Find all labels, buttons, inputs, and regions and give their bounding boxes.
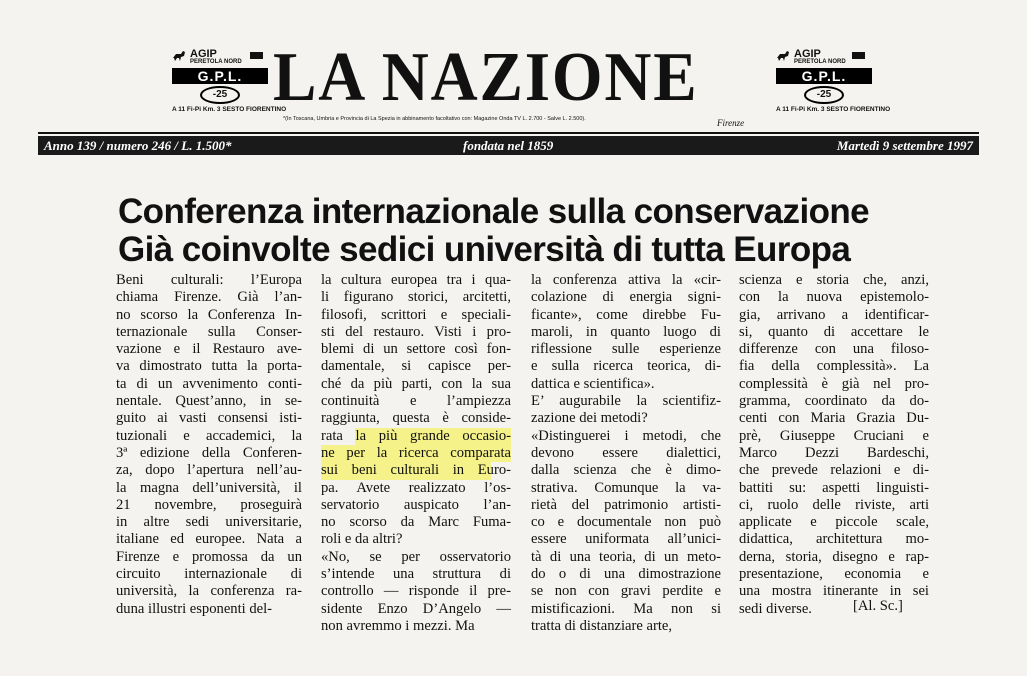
discount-badge: -25 <box>200 86 240 104</box>
ad-address: A 11 Fi-Pi Km. 3 SESTO FIORENTINO <box>776 106 891 113</box>
ad-location: PERETOLA NORD <box>794 59 846 65</box>
article-line: derna, storia, disegno e rap- <box>739 548 929 565</box>
article-line: ta di un avvenimento conti- <box>116 375 302 392</box>
article-line: roli e da altri? <box>321 531 403 548</box>
article-line: vazione e il Restauro ave- <box>116 341 302 358</box>
article-line: gramma, coordinato da do- <box>739 393 929 410</box>
article-line: s’intende una struttura di <box>321 566 511 583</box>
article-line: la conferenza attiva la «cir- <box>531 272 721 288</box>
article-line: rata la più grande occasio- <box>321 427 511 444</box>
gpl-label: G.P.L. <box>776 68 872 84</box>
article-line: dalla scienza che è dimo- <box>531 462 721 479</box>
article-line: 21 novembre, proseguirà <box>116 496 302 513</box>
article-line: tà di una teoria, di un meto- <box>531 548 721 565</box>
article-line: Marco Dezzi Bardeschi, <box>739 444 929 461</box>
article-line: università, la conferenza ra- <box>116 583 302 600</box>
article-line: ternazionale sulla Conser- <box>116 323 302 340</box>
article-line: italiane ed europee. Nata a <box>116 531 302 548</box>
article-line: una mostra itinerante in sei <box>739 583 929 600</box>
article-line: se non con gravi perdite e <box>531 583 721 600</box>
headline-line-1: Conferenza internazionale sulla conservazione <box>118 192 869 231</box>
masthead-smallprint: *(In Toscana, Umbria e Provincia di La Spezia in abbinamento facoltativo con: Magazine Onda TV L. 2.700 - Salve L. 2.500). <box>283 116 586 122</box>
article-line: za, dopo l’apertura nell’au- <box>116 462 302 479</box>
ad-address: A 11 Fi-Pi Km. 3 SESTO FIORENTINO <box>172 106 287 113</box>
article-line: che prevede relazioni e di- <box>739 462 929 479</box>
article-line: raggiunta, questa è conside- <box>321 410 511 427</box>
article-line: sedi diverse. <box>739 600 812 617</box>
article-line: gia, arrivano a identificar- <box>739 306 929 323</box>
article-line: tratta di distanziare arte, <box>531 617 672 634</box>
article-line: Firenze e promossa da un <box>116 548 302 565</box>
masthead-title: LA NAZIONE <box>273 39 699 116</box>
agip-brand: AGIP <box>190 48 217 60</box>
article-line: controllo — risponde il pre- <box>321 583 511 600</box>
author-signature: [Al. Sc.] <box>853 598 903 614</box>
ad-strip <box>250 52 263 59</box>
article-line: riflessione sulle esperienze <box>531 341 721 358</box>
article-line: in altre sedi universitarie, <box>116 514 302 531</box>
article-line: circuito internazionale di <box>116 566 302 583</box>
article-line: pa. Avete realizzato l’os- <box>321 479 511 496</box>
article-line: scienza e storia che, anzi, <box>739 272 929 288</box>
article-line: rietà del patrimonio artisti- <box>531 496 721 513</box>
headline-line-2: Già coinvolte sedici università di tutta Europa <box>118 230 851 269</box>
info-bar <box>38 136 979 155</box>
article-line: ché da più parti, con la sua <box>321 375 511 392</box>
article-line: con la nuova epistemolo- <box>739 289 929 306</box>
article-line: Beni culturali: l’Europa <box>116 272 302 288</box>
article-line: damentale, si capisce per- <box>321 358 511 375</box>
article-line: colazione di energia signi- <box>531 289 721 306</box>
article-column-3 <box>531 272 721 635</box>
agip-brand: AGIP <box>794 48 821 60</box>
article-line: centi con Maria Grazia Du- <box>739 410 929 427</box>
gpl-label: G.P.L. <box>172 68 268 84</box>
article-line: prè, Giuseppe Cruciani e <box>739 427 929 444</box>
article-line: battiti su: aspetti linguisti- <box>739 479 929 496</box>
article-line: filosofi, scrittori e speciali- <box>321 306 511 323</box>
date-info: Martedì 9 settembre 1997 <box>836 138 973 153</box>
article-line: E’ augurabile la scientifiz- <box>531 393 721 410</box>
article-line: non avremmo i mezzi. Ma <box>321 617 475 634</box>
article-line: ci, ruolo delle riviste, arti <box>739 496 929 513</box>
article-line: zazione dei metodi? <box>531 410 648 427</box>
article-line: blemi di un settore così fon- <box>321 341 511 358</box>
article-line: fia della complessità». La <box>739 358 929 375</box>
article-line: essere uniformata all’unici- <box>531 531 721 548</box>
article-line: 3ª edizione della Conferen- <box>116 444 302 461</box>
masthead-rule <box>38 132 979 134</box>
article-line: strativa. Comunque la va- <box>531 479 721 496</box>
founded-info: fondata nel 1859 <box>463 138 554 153</box>
article-line: complessità è già nel pro- <box>739 375 929 392</box>
article-line: sti del restauro. Visti i pro- <box>321 323 511 340</box>
ad-location: PERETOLA NORD <box>190 59 242 65</box>
article-line: ne per la ricerca comparata <box>321 444 511 461</box>
article-line: la magna dell’università, il <box>116 479 302 496</box>
issue-info: Anno 139 / numero 246 / L. 1.500* <box>44 138 232 153</box>
article-line: chiama Firenze. Già l’an- <box>116 289 302 306</box>
article-line: devono essere dialettici, <box>531 444 721 461</box>
article-line: servatorio auspicato l’an- <box>321 496 511 513</box>
article-line: differenze con una filoso- <box>739 341 929 358</box>
article-line: do o di una dimostrazione <box>531 566 721 583</box>
article-line: maroli, in quanto luogo di <box>531 323 721 340</box>
article-column-1 <box>116 272 302 618</box>
article-line: continuità e l’ampiezza <box>321 393 511 410</box>
article-line: duna illustri esponenti del- <box>116 600 273 617</box>
six-legged-dog-icon <box>776 49 790 63</box>
article-line: no scorso la Conferenza In- <box>116 306 302 323</box>
article-line: applicate e piccole scale, <box>739 514 929 531</box>
article-line: guito ai vasti consensi isti- <box>116 410 302 427</box>
article-column-2 <box>321 272 511 635</box>
article-line: nentale. Quest’anno, in se- <box>116 393 302 410</box>
article-line: la cultura europea tra i qua- <box>321 272 511 288</box>
article-line: didattica, architettura mo- <box>739 531 929 548</box>
six-legged-dog-icon <box>172 49 186 63</box>
article-line: si, quanto di accettare le <box>739 323 929 340</box>
discount-badge: -25 <box>804 86 844 104</box>
masthead-city: Firenze <box>717 118 745 128</box>
article-line: sidente Enzo D’Angelo — <box>321 600 511 617</box>
article-line: dattica e scientifica». <box>531 375 655 392</box>
article-line: tuzionali e accademici, la <box>116 427 302 444</box>
article-line: e sulla ricerca teorica, di- <box>531 358 721 375</box>
article-line: «Distinguerei i metodi, che <box>531 427 721 444</box>
article-line: li figurano storici, arcitetti, <box>321 289 511 306</box>
article-line: «No, se per osservatorio <box>321 548 511 565</box>
article-line: ficante», come direbbe Fu- <box>531 306 721 323</box>
article-line: presentazione, economia e <box>739 566 929 583</box>
article-line: no scorso da Marc Fuma- <box>321 514 511 531</box>
article-column-4 <box>739 272 929 618</box>
article-line: mistificazioni. Ma non si <box>531 600 721 617</box>
article-line: sui beni culturali in Euro- <box>321 462 511 479</box>
article-line: va dimostrato tutta la porta- <box>116 358 302 375</box>
article-line: co e documentale non può <box>531 514 721 531</box>
ad-strip <box>852 52 865 59</box>
